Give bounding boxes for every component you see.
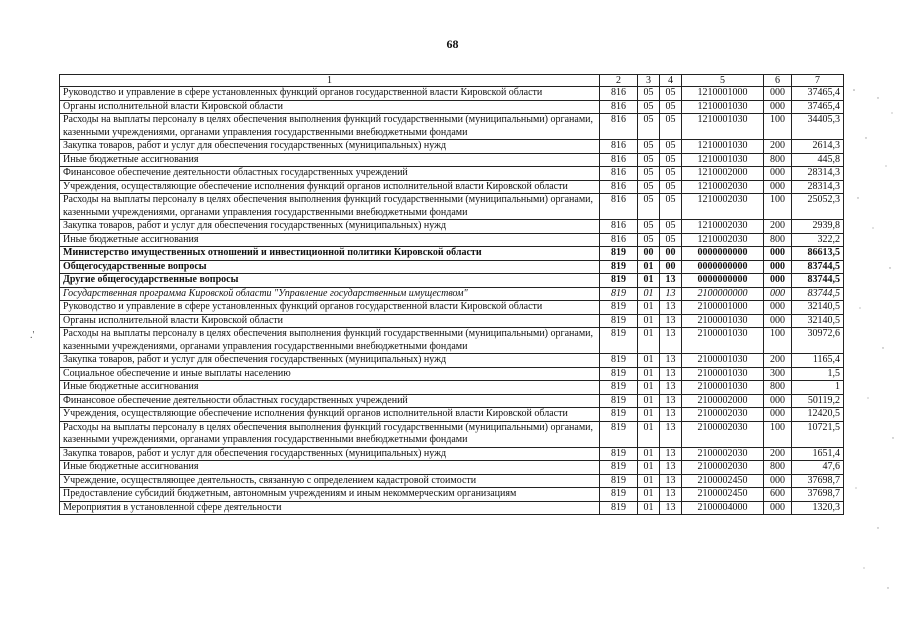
table-row — [60, 314, 844, 328]
cell-amount: 50119,2 — [792, 394, 844, 408]
cell-csr: 2100001030 — [682, 354, 764, 368]
cell-csr: 0000000000 — [682, 260, 764, 274]
cell-pr: 05 — [660, 114, 682, 140]
cell-name: Предоставление субсидий бюджетным, автономным учреждениям и иным некоммерческим организациям — [60, 488, 600, 502]
cell-vr: 200 — [764, 220, 792, 234]
cell-gr: 816 — [600, 114, 638, 140]
cell-pr: 05 — [660, 233, 682, 247]
cell-name: Учреждение, осуществляющее деятельность, связанную с определением кадастровой стоимости — [60, 474, 600, 488]
cell-csr: 1210001030 — [682, 153, 764, 167]
cell-gr: 819 — [600, 354, 638, 368]
cell-gr: 816 — [600, 180, 638, 194]
cell-rz: 05 — [638, 233, 660, 247]
cell-gr: 819 — [600, 328, 638, 354]
cell-name: Расходы на выплаты персоналу в целях обеспечения выполнения функций государственными (муниципальными) органами, казенными учреждениями, органами управления государственными внебюджетными фондами — [60, 421, 600, 447]
table-row — [60, 247, 844, 261]
cell-vr: 600 — [764, 488, 792, 502]
cell-pr: 05 — [660, 220, 682, 234]
cell-csr: 1210002030 — [682, 194, 764, 220]
cell-csr: 1210001030 — [682, 114, 764, 140]
cell-rz: 05 — [638, 180, 660, 194]
cell-csr: 1210002030 — [682, 233, 764, 247]
cell-csr: 0000000000 — [682, 247, 764, 261]
cell-gr: 816 — [600, 167, 638, 181]
cell-rz: 01 — [638, 301, 660, 315]
cell-name: Расходы на выплаты персоналу в целях обеспечения выполнения функций государственными (муниципальными) органами, казенными учреждениями, органами управления государственными внебюджетными фондами — [60, 114, 600, 140]
table-header-cell: 4 — [660, 75, 682, 87]
cell-gr: 819 — [600, 287, 638, 301]
cell-amount: 2614,3 — [792, 140, 844, 154]
cell-amount: 37465,4 — [792, 87, 844, 101]
cell-csr: 2100001000 — [682, 301, 764, 315]
cell-pr: 13 — [660, 421, 682, 447]
cell-vr: 100 — [764, 114, 792, 140]
cell-gr: 816 — [600, 233, 638, 247]
cell-gr: 819 — [600, 301, 638, 315]
cell-csr: 2100001030 — [682, 328, 764, 354]
cell-vr: 100 — [764, 328, 792, 354]
cell-rz: 01 — [638, 501, 660, 515]
cell-gr: 819 — [600, 247, 638, 261]
cell-csr: 2100001030 — [682, 314, 764, 328]
cell-amount: 32140,5 — [792, 301, 844, 315]
cell-rz: 01 — [638, 354, 660, 368]
cell-rz: 05 — [638, 220, 660, 234]
cell-name: Органы исполнительной власти Кировской области — [60, 100, 600, 114]
cell-name: Закупка товаров, работ и услуг для обеспечения государственных (муниципальных) нужд — [60, 447, 600, 461]
cell-pr: 13 — [660, 354, 682, 368]
cell-rz: 01 — [638, 381, 660, 395]
cell-pr: 05 — [660, 100, 682, 114]
cell-gr: 816 — [600, 140, 638, 154]
cell-rz: 05 — [638, 140, 660, 154]
cell-gr: 819 — [600, 260, 638, 274]
cell-gr: 819 — [600, 501, 638, 515]
cell-name: Общегосударственные вопросы — [60, 260, 600, 274]
cell-amount: 86613,5 — [792, 247, 844, 261]
cell-vr: 000 — [764, 247, 792, 261]
cell-gr: 816 — [600, 194, 638, 220]
cell-pr: 13 — [660, 474, 682, 488]
cell-gr: 819 — [600, 274, 638, 288]
cell-amount: 1651,4 — [792, 447, 844, 461]
cell-pr: 13 — [660, 461, 682, 475]
cell-pr: 13 — [660, 301, 682, 315]
cell-rz: 05 — [638, 153, 660, 167]
cell-rz: 01 — [638, 488, 660, 502]
cell-name: Руководство и управление в сфере установленных функций органов государственной власти Кировской области — [60, 301, 600, 315]
table-row — [60, 381, 844, 395]
table-row — [60, 100, 844, 114]
cell-vr: 000 — [764, 287, 792, 301]
table-row — [60, 301, 844, 315]
cell-amount: 28314,3 — [792, 167, 844, 181]
cell-csr: 2100001030 — [682, 367, 764, 381]
cell-vr: 000 — [764, 301, 792, 315]
table-row — [60, 194, 844, 220]
table-header-cell: 2 — [600, 75, 638, 87]
cell-csr: 1210001030 — [682, 100, 764, 114]
scan-noise — [848, 78, 898, 598]
cell-gr: 819 — [600, 474, 638, 488]
cell-amount: 47,6 — [792, 461, 844, 475]
cell-vr: 200 — [764, 140, 792, 154]
cell-gr: 816 — [600, 100, 638, 114]
cell-pr: 13 — [660, 488, 682, 502]
table-header-cell: 5 — [682, 75, 764, 87]
cell-amount: 32140,5 — [792, 314, 844, 328]
cell-csr: 1210002030 — [682, 220, 764, 234]
cell-vr: 000 — [764, 501, 792, 515]
cell-pr: 13 — [660, 394, 682, 408]
cell-vr: 000 — [764, 100, 792, 114]
cell-name: Иные бюджетные ассигнования — [60, 153, 600, 167]
cell-pr: 13 — [660, 274, 682, 288]
cell-gr: 819 — [600, 367, 638, 381]
cell-csr: 2100004000 — [682, 501, 764, 515]
cell-amount: 28314,3 — [792, 180, 844, 194]
table-row — [60, 180, 844, 194]
cell-csr: 0000000000 — [682, 274, 764, 288]
cell-pr: 05 — [660, 153, 682, 167]
cell-csr: 2100000000 — [682, 287, 764, 301]
cell-csr: 1210002000 — [682, 167, 764, 181]
cell-gr: 816 — [600, 220, 638, 234]
table-row — [60, 153, 844, 167]
cell-amount: 322,2 — [792, 233, 844, 247]
table-row — [60, 167, 844, 181]
cell-gr: 816 — [600, 87, 638, 101]
cell-amount: 2939,8 — [792, 220, 844, 234]
table-row — [60, 354, 844, 368]
scan-mark: .' — [30, 330, 35, 341]
cell-vr: 800 — [764, 381, 792, 395]
cell-csr: 2100002030 — [682, 421, 764, 447]
cell-vr: 000 — [764, 180, 792, 194]
table-row — [60, 488, 844, 502]
cell-name: Мероприятия в установленной сфере деятельности — [60, 501, 600, 515]
cell-name: Финансовое обеспечение деятельности областных государственных учреждений — [60, 167, 600, 181]
cell-pr: 13 — [660, 367, 682, 381]
table-row — [60, 394, 844, 408]
cell-rz: 01 — [638, 394, 660, 408]
cell-pr: 13 — [660, 408, 682, 422]
cell-vr: 800 — [764, 461, 792, 475]
cell-gr: 819 — [600, 394, 638, 408]
cell-vr: 800 — [764, 233, 792, 247]
cell-vr: 300 — [764, 367, 792, 381]
table-header-cell: 7 — [792, 75, 844, 87]
cell-rz: 01 — [638, 260, 660, 274]
cell-amount: 1165,4 — [792, 354, 844, 368]
cell-pr: 05 — [660, 167, 682, 181]
cell-pr: 13 — [660, 447, 682, 461]
cell-name: Другие общегосударственные вопросы — [60, 274, 600, 288]
cell-name: Закупка товаров, работ и услуг для обеспечения государственных (муниципальных) нужд — [60, 140, 600, 154]
cell-vr: 000 — [764, 314, 792, 328]
table-row — [60, 328, 844, 354]
cell-gr: 816 — [600, 153, 638, 167]
cell-csr: 1210001030 — [682, 140, 764, 154]
cell-csr: 2100002450 — [682, 474, 764, 488]
cell-pr: 05 — [660, 87, 682, 101]
cell-rz: 01 — [638, 408, 660, 422]
cell-rz: 00 — [638, 247, 660, 261]
table-row — [60, 421, 844, 447]
cell-vr: 000 — [764, 474, 792, 488]
cell-amount: 1320,3 — [792, 501, 844, 515]
table-row — [60, 233, 844, 247]
cell-csr: 2100002000 — [682, 394, 764, 408]
table-header-cell: 1 — [60, 75, 600, 87]
cell-rz: 01 — [638, 474, 660, 488]
cell-pr: 13 — [660, 381, 682, 395]
cell-vr: 800 — [764, 153, 792, 167]
cell-amount: 83744,5 — [792, 287, 844, 301]
table-row — [60, 501, 844, 515]
cell-gr: 819 — [600, 408, 638, 422]
cell-name: Иные бюджетные ассигнования — [60, 381, 600, 395]
cell-name: Иные бюджетные ассигнования — [60, 461, 600, 475]
cell-amount: 1,5 — [792, 367, 844, 381]
cell-rz: 05 — [638, 87, 660, 101]
cell-name: Государственная программа Кировской области "Управление государственным имуществом" — [60, 287, 600, 301]
cell-amount: 34405,3 — [792, 114, 844, 140]
table-row — [60, 114, 844, 140]
cell-csr: 1210001000 — [682, 87, 764, 101]
cell-vr: 000 — [764, 394, 792, 408]
cell-vr: 100 — [764, 421, 792, 447]
cell-csr: 2100002450 — [682, 488, 764, 502]
cell-vr: 200 — [764, 354, 792, 368]
cell-name: Министерство имущественных отношений и инвестиционной политики Кировской области — [60, 247, 600, 261]
cell-csr: 2100002030 — [682, 447, 764, 461]
table-header-row — [60, 75, 844, 87]
cell-amount: 12420,5 — [792, 408, 844, 422]
cell-name: Закупка товаров, работ и услуг для обеспечения государственных (муниципальных) нужд — [60, 354, 600, 368]
cell-vr: 200 — [764, 447, 792, 461]
cell-gr: 819 — [600, 381, 638, 395]
cell-rz: 05 — [638, 114, 660, 140]
table-row — [60, 461, 844, 475]
cell-rz: 01 — [638, 461, 660, 475]
cell-vr: 000 — [764, 274, 792, 288]
table-row — [60, 140, 844, 154]
cell-pr: 00 — [660, 247, 682, 261]
cell-vr: 100 — [764, 194, 792, 220]
cell-vr: 000 — [764, 408, 792, 422]
cell-name: Социальное обеспечение и иные выплаты населению — [60, 367, 600, 381]
cell-vr: 000 — [764, 167, 792, 181]
cell-amount: 10721,5 — [792, 421, 844, 447]
cell-pr: 05 — [660, 180, 682, 194]
cell-csr: 2100002030 — [682, 461, 764, 475]
page-number: 68 — [446, 37, 459, 51]
cell-rz: 01 — [638, 421, 660, 447]
cell-rz: 01 — [638, 447, 660, 461]
table-row — [60, 408, 844, 422]
cell-amount: 83744,5 — [792, 260, 844, 274]
table-row — [60, 287, 844, 301]
cell-amount: 83744,5 — [792, 274, 844, 288]
cell-rz: 05 — [638, 194, 660, 220]
cell-csr: 1210002030 — [682, 180, 764, 194]
cell-pr: 13 — [660, 501, 682, 515]
cell-name: Органы исполнительной власти Кировской области — [60, 314, 600, 328]
cell-rz: 01 — [638, 287, 660, 301]
cell-name: Руководство и управление в сфере установленных функций органов государственной власти Кировской области — [60, 87, 600, 101]
cell-pr: 05 — [660, 194, 682, 220]
cell-rz: 05 — [638, 167, 660, 181]
table-row — [60, 260, 844, 274]
table-row — [60, 474, 844, 488]
cell-gr: 819 — [600, 314, 638, 328]
table-row — [60, 367, 844, 381]
budget-table — [59, 74, 844, 515]
cell-pr: 13 — [660, 287, 682, 301]
cell-name: Расходы на выплаты персоналу в целях обеспечения выполнения функций государственными (муниципальными) органами, казенными учреждениями, органами управления государственными внебюджетными фондами — [60, 194, 600, 220]
cell-rz: 01 — [638, 367, 660, 381]
cell-gr: 819 — [600, 447, 638, 461]
cell-gr: 819 — [600, 461, 638, 475]
cell-rz: 01 — [638, 314, 660, 328]
table-row — [60, 87, 844, 101]
cell-pr: 13 — [660, 328, 682, 354]
cell-amount: 25052,3 — [792, 194, 844, 220]
cell-pr: 13 — [660, 314, 682, 328]
cell-amount: 37698,7 — [792, 488, 844, 502]
cell-name: Учреждения, осуществляющие обеспечение исполнения функций органов исполнительной власти Кировской области — [60, 408, 600, 422]
cell-rz: 01 — [638, 328, 660, 354]
table-header-cell: 3 — [638, 75, 660, 87]
cell-csr: 2100002030 — [682, 408, 764, 422]
cell-vr: 000 — [764, 260, 792, 274]
cell-pr: 05 — [660, 140, 682, 154]
table-row — [60, 274, 844, 288]
cell-gr: 819 — [600, 421, 638, 447]
cell-name: Иные бюджетные ассигнования — [60, 233, 600, 247]
cell-rz: 05 — [638, 100, 660, 114]
cell-amount: 37698,7 — [792, 474, 844, 488]
cell-csr: 2100001030 — [682, 381, 764, 395]
table-row — [60, 220, 844, 234]
cell-name: Учреждения, осуществляющие обеспечение исполнения функций органов исполнительной власти Кировской области — [60, 180, 600, 194]
cell-name: Расходы на выплаты персоналу в целях обеспечения выполнения функций государственными (муниципальными) органами, казенными учреждениями, органами управления государственными внебюджетными фондами — [60, 328, 600, 354]
cell-name: Финансовое обеспечение деятельности областных государственных учреждений — [60, 394, 600, 408]
cell-amount: 1 — [792, 381, 844, 395]
cell-rz: 01 — [638, 274, 660, 288]
cell-amount: 445,8 — [792, 153, 844, 167]
cell-name: Закупка товаров, работ и услуг для обеспечения государственных (муниципальных) нужд — [60, 220, 600, 234]
cell-amount: 30972,6 — [792, 328, 844, 354]
cell-gr: 819 — [600, 488, 638, 502]
cell-pr: 00 — [660, 260, 682, 274]
cell-vr: 000 — [764, 87, 792, 101]
table-row — [60, 447, 844, 461]
table-header-cell: 6 — [764, 75, 792, 87]
cell-amount: 37465,4 — [792, 100, 844, 114]
